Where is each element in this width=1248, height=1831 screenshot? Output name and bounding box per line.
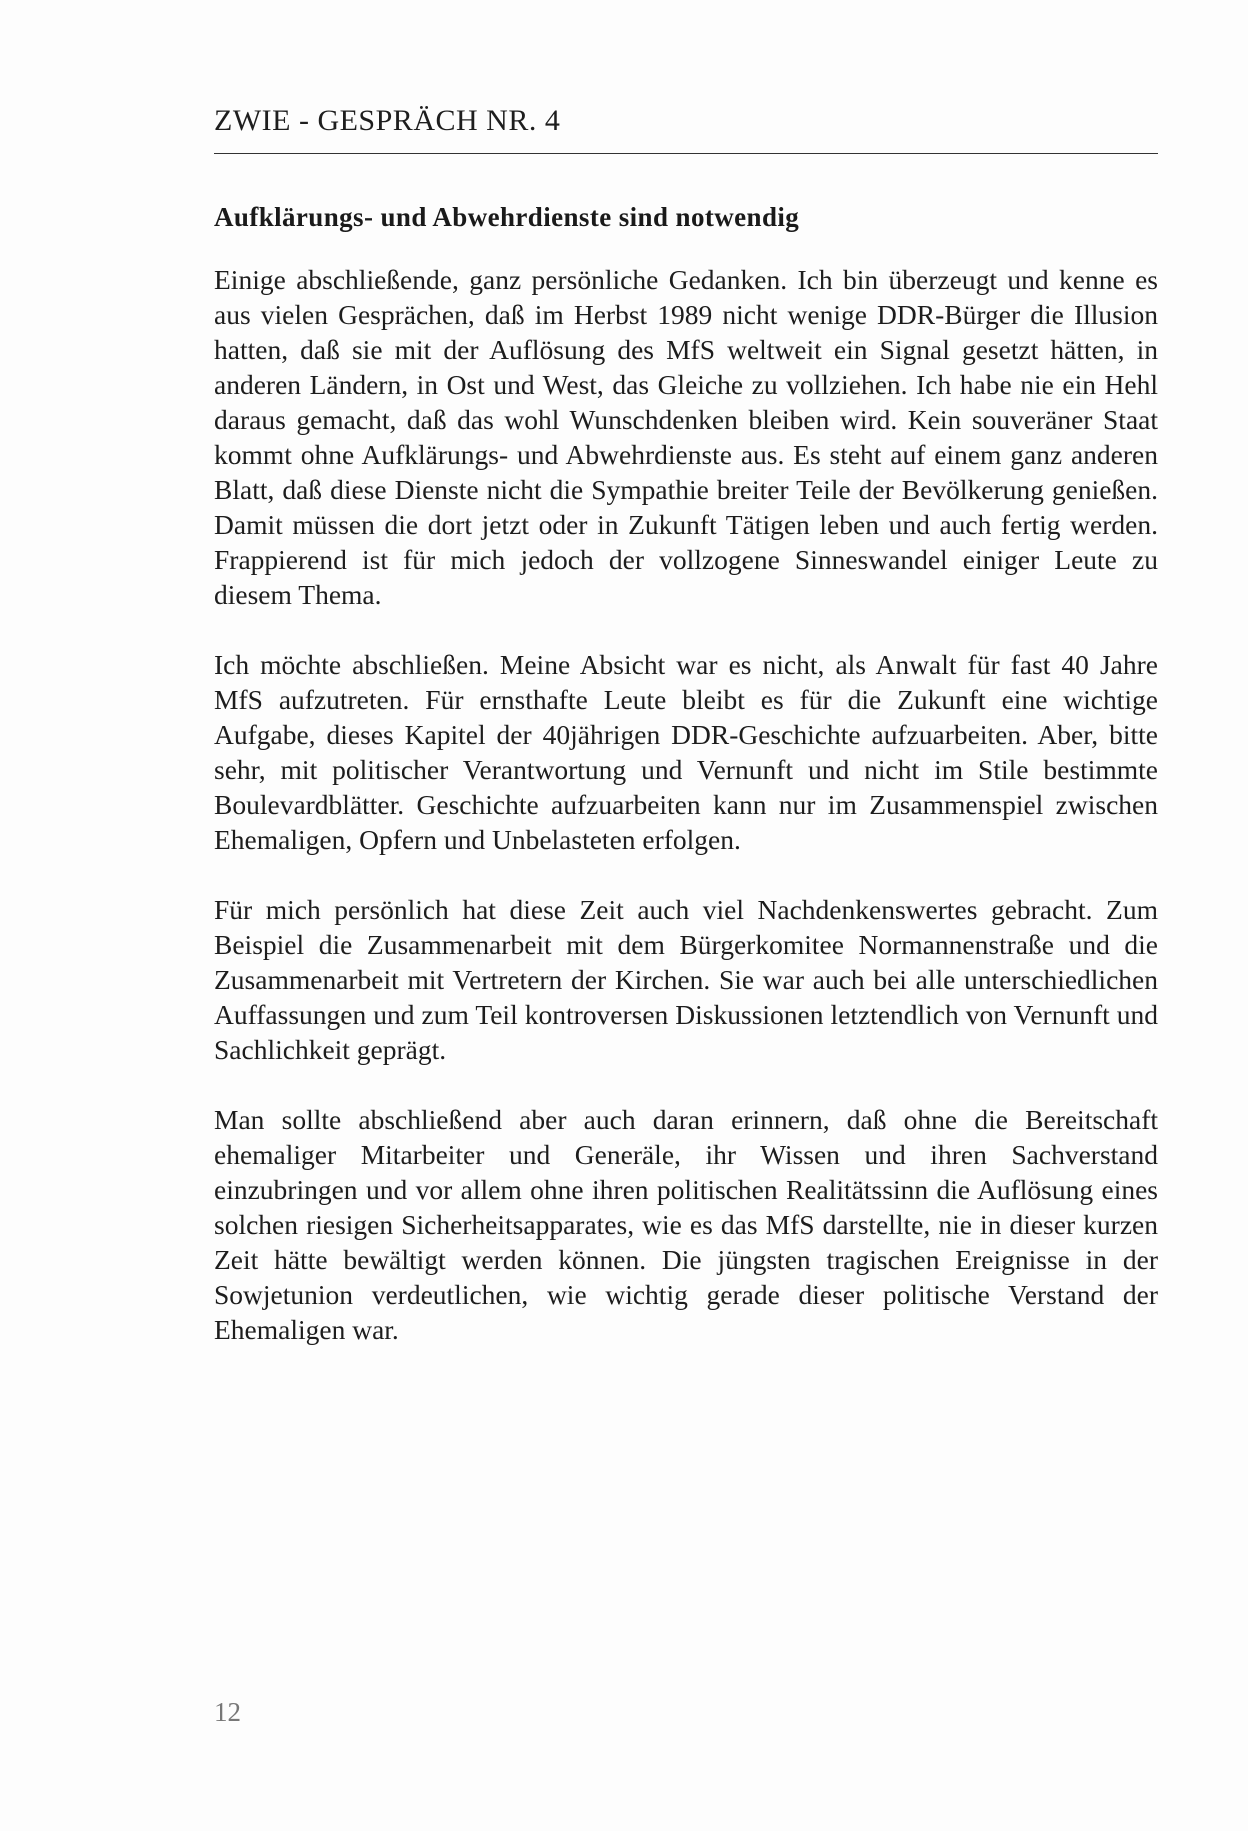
paragraph-4: Man sollte abschließend aber auch daran erinnern, daß ohne die Bereitschaft ehemaliger Mitarbeiter und Generäle, ihr Wissen und ihren Sachverstand einzubringen und vor allem ohne ihren politischen Realitätssinn die Auflösung eines solchen riesigen Sicherheitsapparates, wie es das MfS darstellte, nie in dieser kurzen Zeit hätte bewältigt werden können. Die jüngsten tragischen Ereignisse in der Sowjetunion verdeutlichen, wie wichtig gerade dieser politische Verstand der Ehemaligen war. — [214, 1104, 1158, 1345]
body-text — [214, 262, 1158, 1347]
running-header: ZWIE - GESPRÄCH NR. 4 — [214, 104, 561, 137]
section-heading: Aufklärungs- und Abwehrdienste sind notwendig — [214, 202, 800, 232]
page-number: 12 — [214, 1697, 241, 1727]
paragraph-3: Für mich persönlich hat diese Zeit auch viel Nachdenkenswertes gebracht. Zum Beispiel die Zusammenarbeit mit dem Bürgerkomitee Normannenstraße und die Zusammenarbeit mit Vertretern der Kirchen. Sie war auch bei alle unterschiedlichen Auffassungen und zum Teil kontroversen Diskussionen letztendlich von Vernunft und Sachlichkeit geprägt. — [214, 894, 1158, 1065]
paragraph-2: Ich möchte abschließen. Meine Absicht war es nicht, als Anwalt für fast 40 Jahre MfS aufzutreten. Für ernsthafte Leute bleibt es für die Zukunft eine wichtige Aufgabe, dieses Kapitel der 40jährigen DDR-Geschichte aufzuarbeiten. Aber, bitte sehr, mit politischer Verantwortung und Vernunft und nicht im Stile bestimmte Boulevardblätter. Geschichte aufzuarbeiten kann nur im Zusammenspiel zwischen Ehemaligen, Opfern und Unbelasteten erfolgen. — [214, 649, 1158, 855]
header-divider — [214, 153, 1158, 154]
paragraph-1: Einige abschließende, ganz persönliche Gedanken. Ich bin überzeugt und kenne es aus vielen Gesprächen, daß im Herbst 1989 nicht wenige DDR-Bürger die Illusion hatten, daß sie mit der Auflösung des MfS weltweit ein Signal gesetzt hätten, in anderen Ländern, in Ost und West, das Gleiche zu vollziehen. Ich habe nie ein Hehl daraus gemacht, daß das wohl Wunschdenken bleiben wird. Kein souveräner Staat kommt ohne Aufklärungs- und Abwehrdienste aus. Es steht auf einem ganz anderen Blatt, daß diese Dienste nicht die Sympathie breiter Teile der Bevölkerung genießen. Damit müssen die dort jetzt oder in Zukunft Tätigen leben und auch fertig werden. Frappierend ist für mich jedoch der vollzogene Sinneswandel einiger Leute zu diesem Thema. — [214, 264, 1158, 610]
